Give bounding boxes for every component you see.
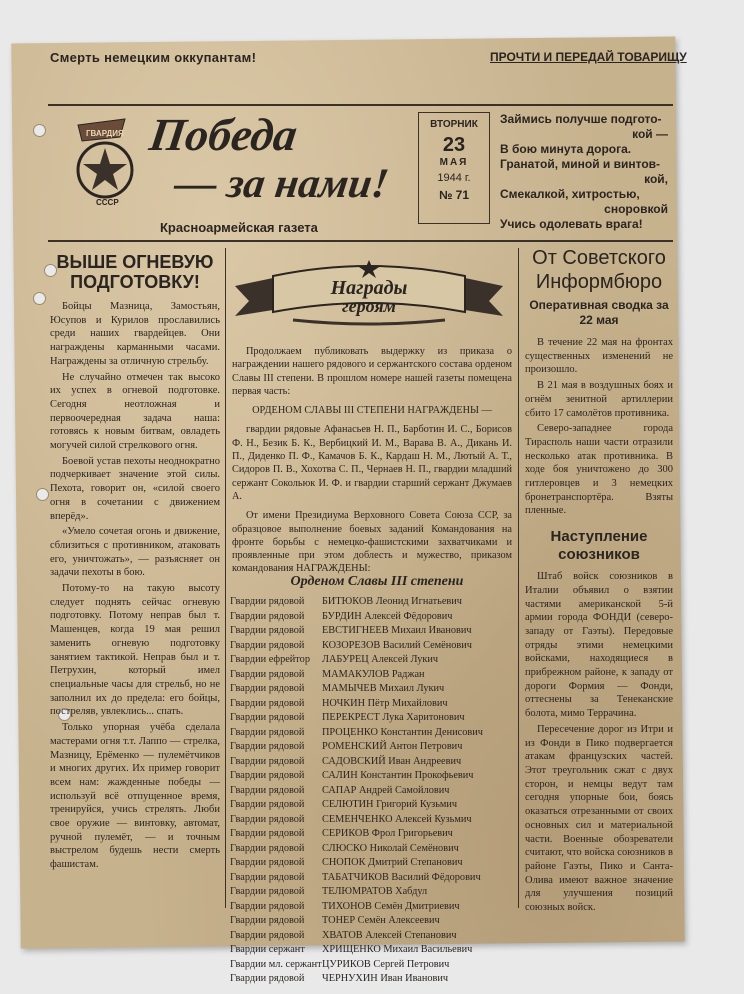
awardee-name: ЛАБУРЕЦ Алексей Лукич <box>322 654 439 665</box>
awardee-row <box>230 596 520 611</box>
masthead-title-line2: — за нами! <box>171 161 392 207</box>
awardee-row <box>230 683 520 698</box>
awards-order-heading: ОРДЕНОМ СЛАВЫ III СТЕПЕНИ НАГРАЖДЕНЫ — <box>252 405 492 417</box>
masthead-title-line1: Победа <box>146 109 301 160</box>
awardee-name: БУРДИН Алексей Фёдорович <box>322 610 453 622</box>
awardee-row <box>230 930 520 945</box>
awardee-row <box>230 741 520 756</box>
awards-order-text <box>232 345 512 582</box>
header-top-rule <box>48 104 673 106</box>
poem-line: Займись получше подгото- <box>500 112 662 126</box>
left-article-paragraph: «Умело сочетая огонь и движение, сблизиться с противником, атаковать его, уничтожать», — разъясняет он задачи пехоты в бою. <box>50 526 220 579</box>
awardee-name: КОЗОРЕЗОВ Василий Семёнович <box>322 639 472 651</box>
awardee-name: ХВАТОВ Алексей Степанович <box>322 929 457 941</box>
awardee-rank: Гвардии рядовой <box>230 871 305 883</box>
left-article-title: ВЫШЕ ОГНЕВУЮ ПОДГОТОВКУ! <box>56 252 214 292</box>
awardee-rank: Гвардии рядовой <box>230 712 305 723</box>
right-article-body <box>525 336 673 518</box>
awardee-row <box>230 712 520 727</box>
right-article <box>525 246 673 917</box>
banner-text-1: Награды <box>330 277 408 299</box>
awardee-row <box>230 785 520 800</box>
awardee-name: МАМЫЧЕВ Михаил Лукич <box>322 683 445 694</box>
awardee-row <box>230 843 520 858</box>
issue-month: МАЯ <box>439 157 469 168</box>
awardee-name: САПАР Андрей Самойлович <box>322 784 450 796</box>
awardee-rank: Гвардии рядовой <box>230 900 305 912</box>
awardees-table <box>230 596 520 988</box>
awardee-row <box>230 625 520 640</box>
binding-hole <box>33 292 46 305</box>
left-article-body <box>50 300 220 872</box>
poem-line: сноровкой <box>604 202 668 216</box>
awardee-rank: Гвардии рядовой <box>230 857 305 868</box>
awardee-rank: Гвардии рядовой <box>230 625 305 636</box>
left-article-paragraph: Только упорная учёба сделала мастерами огня т.т. Лаппо — стрелка, Мазницу, Ерёменко — пулемётчиков и многих других. Их пример говорит всем нам: жажденные победы — используй всё отпущенное время, тренируйся, учись стрелять. Люби свое оружие — винтовку, автомат, ручной пулемёт, — и точным выстрелом будешь нести смерть фашистам. <box>50 722 220 871</box>
header-bottom-rule <box>48 240 673 242</box>
right-article-paragraph: Северо-западнее города Тирасполь наши части отразили несколько атак противника. В ходе боя уничтожено до 300 гитлеровцев и 3 немецких бронетранспортёра. Взяты пленные. <box>525 423 673 517</box>
awardee-name: МАМАКУЛОВ Раджан <box>322 668 425 680</box>
awardee-rank: Гвардии мл. сержант <box>230 958 322 970</box>
issue-year: 1944 г. <box>437 172 471 184</box>
awardee-name: СЕРИКОВ Фрол Григорьевич <box>322 828 453 839</box>
emblem-bottom-text: СССР <box>96 198 119 207</box>
emblem-text: ГВАРДИЯ <box>86 129 124 138</box>
header-poem <box>500 112 668 232</box>
awardee-rank: Гвардии рядовой <box>230 610 305 622</box>
awardee-rank: Гвардии рядовой <box>230 726 305 738</box>
awardee-name: САЛИН Константин Прокофьевич <box>322 770 474 781</box>
awardee-row <box>230 669 520 684</box>
awardee-name: СЕЛЮТИН Григорий Кузьмич <box>322 799 458 810</box>
awardee-rank: Гвардии ефрейтор <box>230 654 310 665</box>
awardee-row <box>230 915 520 930</box>
awardee-rank: Гвардии рядовой <box>230 929 305 941</box>
awardee-name: ПЕРЕКРЕСТ Лука Харитонович <box>322 712 465 723</box>
awardee-rank: Гвардии рядовой <box>230 813 305 825</box>
binding-hole <box>36 488 49 501</box>
poem-line: Смекалкой, хитростью, <box>500 187 640 201</box>
right-article-paragraph: В 21 мая в воздушных боях и огнём зенитной артиллерии сбито 17 самолётов противника. <box>525 380 673 419</box>
awardee-name: ТАБАТЧИКОВ Василий Фёдорович <box>322 871 481 883</box>
awardee-rank: Гвардии рядовой <box>230 842 305 854</box>
awardee-rank: Гвардии рядовой <box>230 741 305 752</box>
awardee-row <box>230 770 520 785</box>
left-article-paragraph: Не случайно отмечен так высоко их успех в огневой подготовке. Сегодня неотложная и первоочередная задача наша: готовясь к новым битвам, овладеть могучей силой стрелкового огня. <box>50 371 220 452</box>
awards-banner <box>233 258 505 333</box>
awardee-rank: Гвардии рядовой <box>230 973 305 984</box>
awardee-name: РОМЕНСКИЙ Антон Петрович <box>322 741 463 752</box>
right-article-paragraph: В течение 22 мая на фронтах существенных изменений не произошло. <box>525 337 673 376</box>
awardee-row <box>230 727 520 742</box>
slogan-right: ПРОЧТИ И ПЕРЕДАЙ ТОВАРИЩУ <box>490 50 687 64</box>
awardee-name: ХРИЩЕНКО Михаил Васильевич <box>322 944 473 955</box>
awardee-row <box>230 814 520 829</box>
awardee-name: САДОВСКИЙ Иван Андреевич <box>322 755 462 767</box>
right-article-subtitle: Оперативная сводка за 22 мая <box>529 298 669 327</box>
allies-section-title: Наступление союзников <box>550 528 648 564</box>
awardee-name: ЧЕРНУХИН Иван Иванович <box>322 973 449 984</box>
awardee-rank: Гвардии рядовой <box>230 799 305 810</box>
awardee-name: СНОПОК Дмитрий Степанович <box>322 857 463 868</box>
column-divider <box>225 248 226 908</box>
issue-date-box <box>418 112 490 224</box>
awardee-row <box>230 872 520 887</box>
awardee-row <box>230 799 520 814</box>
awardee-rank: Гвардии рядовой <box>230 668 305 680</box>
allies-paragraph: Штаб войск союзников в Италии объявил о взятии частями американской 5-й армии города ФОНДИ (северо-западу от Гаэты). Передовые отряды этими немецкими войсками, находящиеся в прибрежном районе, к западу от дороги Формия — Фонди, оттеснены за Тенеканские болота, мимо Террачина. <box>525 571 673 720</box>
awardee-row <box>230 828 520 843</box>
left-article-paragraph: Боевой устав пехоты неоднократно подчеркивает значение этой силы. Пехота, говорит он, «силой своего огня в сочетании с движением вперёд». <box>50 455 220 522</box>
slogan-left: Смерть немецким оккупантам! <box>50 50 257 65</box>
awardee-rank: Гвардии рядовой <box>230 886 305 897</box>
awardee-name: БИТЮКОВ Леонид Игнатьевич <box>322 596 462 607</box>
guards-emblem-icon <box>70 115 140 210</box>
awards-decree: От имени Президиума Верховного Совета Союза ССР, за образцовое выполнение боевых заданий Командования на фронте борьбы с немецко-фашистскими захватчиками и проявленные при этом доблесть и мужество, приказом командования НАГРАЖДЕНЫ: <box>232 510 512 575</box>
left-article-paragraph: Бойцы Мазница, Замостьян, Юсупов и Курилов прославились среди наших гвардейцев. Они награждены карманными часами. Награждены за отличную стрельбу. <box>50 301 220 367</box>
awardee-row <box>230 640 520 655</box>
allies-section-body <box>525 570 673 915</box>
left-article <box>50 252 220 874</box>
awardee-name: СЛЮСКО Николай Семёнович <box>322 842 459 854</box>
allies-paragraph: Пересечение дорог из Итри и из Фонди в Пико подвергается атакам французских частей. Этот треугольник сжат с двух сторон, и немцы ведут там сегодня упорные бои, боясь оказаться отрезанными от своих основных сил и материальной части. Военные обозреватели считают, что войска союзников в районе Гаэты, Пико и Санта-Олива имеют важное значение для улучшения позиций союзных войск. <box>525 723 673 914</box>
awardee-row <box>230 973 520 988</box>
issue-day: 23 <box>442 134 466 156</box>
poem-line: кой, <box>644 172 668 186</box>
awardee-rank: Гвардии рядовой <box>230 639 305 651</box>
issue-number: № 71 <box>438 188 470 202</box>
awardee-row <box>230 611 520 626</box>
awardee-name: ПРОЦЕНКО Константин Денисович <box>322 726 483 738</box>
awardee-name: ТЕЛЮМРАТОВ Хабдул <box>322 886 428 897</box>
awardee-row <box>230 886 520 901</box>
awardee-name: СЕМЕНЧЕНКО Алексей Кузьмич <box>322 813 472 825</box>
awardee-rank: Гвардии рядовой <box>230 915 305 926</box>
awardee-row <box>230 756 520 771</box>
awardee-name: ЦУРИКОВ Сергей Петрович <box>322 958 450 970</box>
awardee-name: НОЧКИН Пётр Михайлович <box>322 697 448 709</box>
awardee-rank: Гвардии сержант <box>230 944 305 955</box>
awardee-rank: Гвардии рядовой <box>230 770 305 781</box>
awards-order-title: Орденом Славы III степени <box>290 574 464 589</box>
awardee-rank: Гвардии рядовой <box>230 683 305 694</box>
awardee-name: ЕВСТИГНЕЕВ Михаил Иванович <box>322 625 472 636</box>
awards-intro: Продолжаем публиковать выдержку из приказа о награждении нашего рядового и сержантского состава орденом Славы III степени. В прошлом номере нашей газеты помещена первая часть: <box>232 346 512 397</box>
right-article-title: От Советского Информбюро <box>532 247 666 293</box>
awardee-name: ТИХОНОВ Семён Дмитриевич <box>322 900 460 912</box>
awardee-rank: Гвардии рядовой <box>230 784 305 796</box>
awardee-rank: Гвардии рядовой <box>230 828 305 839</box>
awards-first-list: гвардии рядовые Афанасьев Н. П., Барботин И. С., Борисов Ф. Н., Безик Б. К., Вербицкий И. М., Варава В. А., Дикань И. П., Диденко П. Ф., Камачов Б. К., Кардаш Н. М., Лютый А. Т., Сидоров П. В., Хохотва С. П., Чернаев Н. П., гвардии младший сержант Сокольюк И. Ф. и гвардии старший сержант Джумаев А. <box>232 424 512 502</box>
awardee-row <box>230 654 520 669</box>
poem-line: Учись одолевать врага! <box>500 217 643 231</box>
awardee-row <box>230 959 520 974</box>
awardee-row <box>230 857 520 872</box>
binding-hole <box>33 124 46 137</box>
awardee-row <box>230 698 520 713</box>
banner-text-2: героям <box>342 296 396 316</box>
poem-line: кой — <box>632 127 668 141</box>
poem-line: В бою минута дорога. <box>500 142 632 156</box>
issue-weekday: ВТОРНИК <box>430 119 478 130</box>
awardee-row <box>230 901 520 916</box>
awardee-rank: Гвардии рядовой <box>230 697 305 709</box>
poem-line: Гранатой, миной и винтов- <box>500 157 661 171</box>
left-article-paragraph: Потому-то на такую высоту следует поднять сейчас огневую подготовку. Потому неправ был т. Машенцев, когда 19 мая решил заменить огневую подготовку занятием тактикой. Неправ был и т. Петрухин, который имел специальные часы для стрельб, но не заполнил их до предела: его бойцы, постреляв, увлеклись... спать. <box>50 583 220 718</box>
newspaper-subtitle: Красноармейская газета <box>160 220 318 235</box>
awardee-rank: Гвардии рядовой <box>230 755 305 767</box>
awardee-name: ТОНЕР Семён Алексеевич <box>322 915 440 926</box>
awardee-rank: Гвардии рядовой <box>230 596 305 607</box>
awardee-row <box>230 944 520 959</box>
